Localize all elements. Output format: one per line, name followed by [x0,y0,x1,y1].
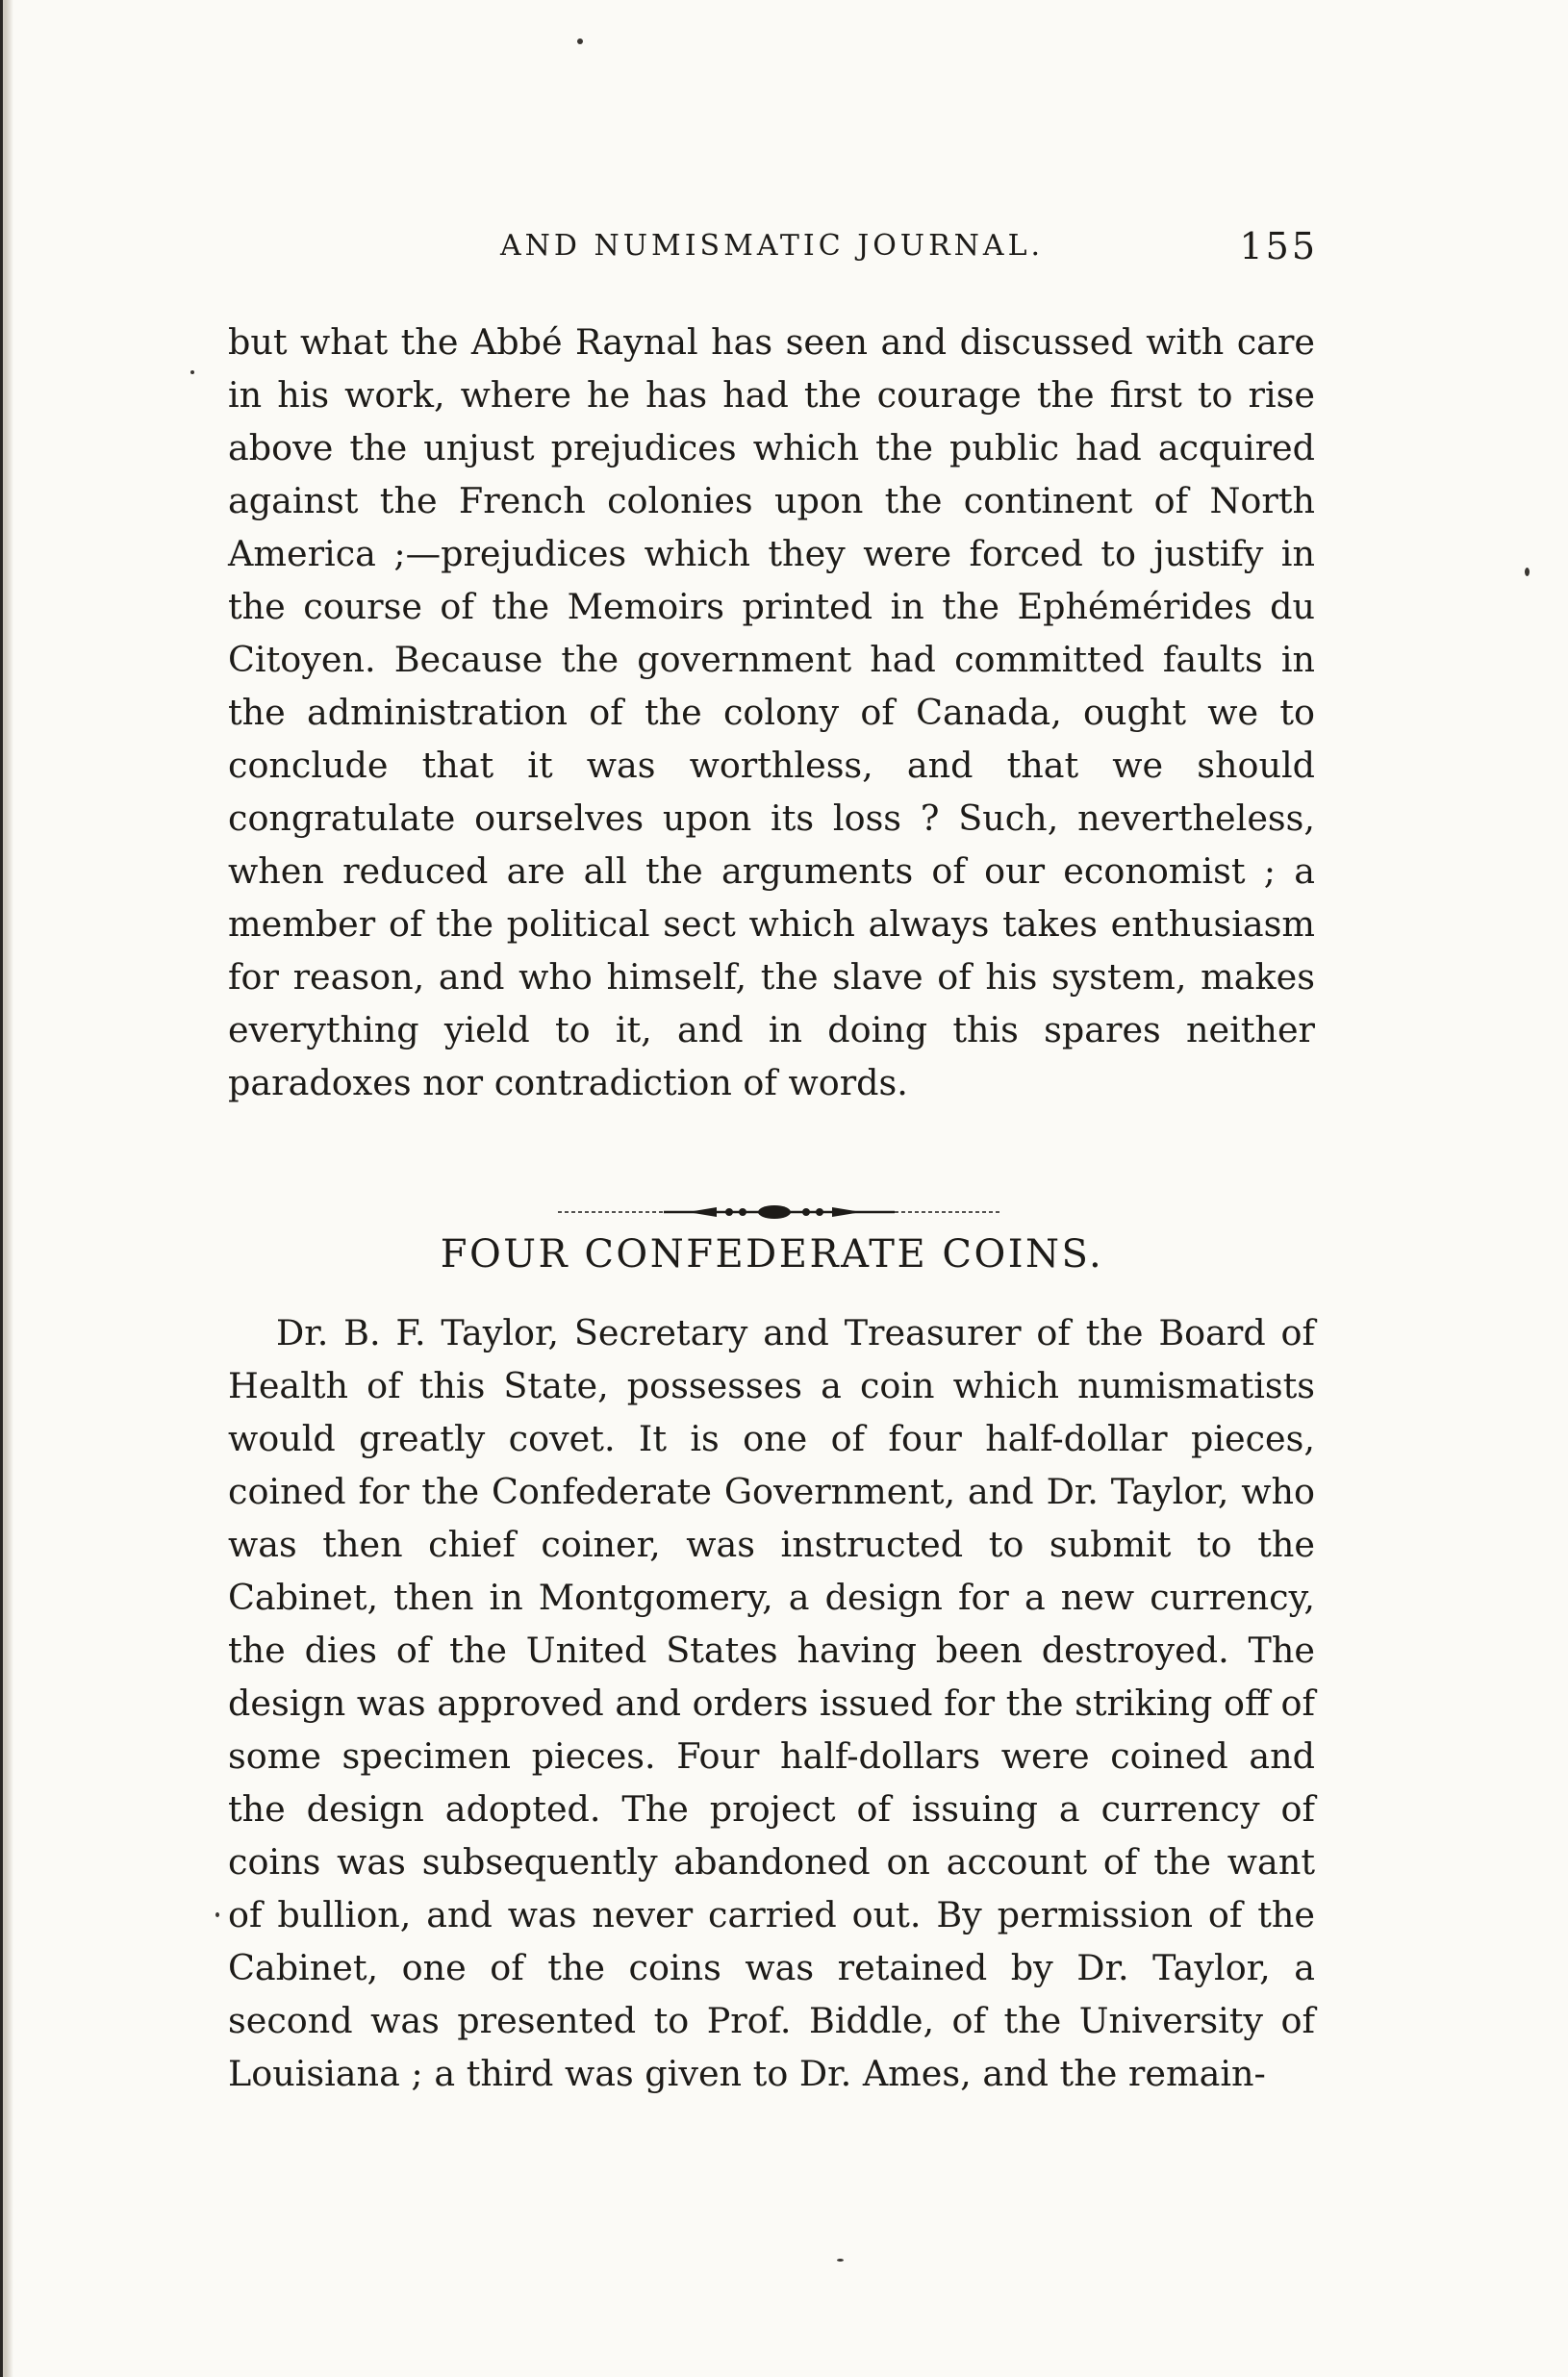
running-head: AND NUMISMATIC JOURNAL. [499,229,1045,263]
page-binding-edge [0,0,15,2377]
body-paragraph-1: but what the Abbé Raynal has seen and discussed with care in his work, where he has had the courage the first to rise above the unjust prejudices which the public had acquired against the French colonies upon the continent of North America ;—prejudices which they were forced to justify in the course of the Memoirs printed in the Ephémérides du Citoyen. Because the government had committed faults in the administration of the colony of Canada, ought we to conclude that it was worthless, and that we should congratulate ourselves upon its loss ? Such, nevertheless, when reduced are all the arguments of our economist ; a member of the political sect which always takes enthusiasm for reason, and who himself, the slave of his system, makes everything yield to it, and in doing this spares neither paradoxes nor contradiction of words. [228,321,1315,1103]
paper-speck [577,38,583,44]
paper-speck [1525,568,1530,576]
paper-speck [215,1912,219,1917]
paper-speck [837,2259,844,2262]
section-heading: FOUR CONFEDERATE COINS. [440,1232,1104,1277]
page-number: 155 [1239,225,1318,267]
section-divider-ornament [558,1198,1000,1226]
page-header [226,227,1318,285]
paper-speck [190,370,194,374]
body-paragraph-2: Dr. B. F. Taylor, Secretary and Treasurer of the Board of Health of this State, possesses a coin which numismatists would greatly covet. It is one of four half-dollar pieces, coined for the Confederate Government, and Dr. Taylor, who was then chief coiner, was instructed to submit to the Cabinet, then in Montgomery, a design for a new currency, the dies of the United States having been destroyed. The design was approved and orders issued for the striking off of some specimen pieces. Four half-dollars were coined and the design adopted. The project of issuing a currency of coins was subsequently abandoned on account of the want of bullion, and was never carried out. By permission of the Cabinet, one of the coins was retained by Dr. Taylor, a second was presented to Prof. Biddle, of the University of Louisiana ; a third was given to Dr. Ames, and the remain- [228,1312,1315,2094]
